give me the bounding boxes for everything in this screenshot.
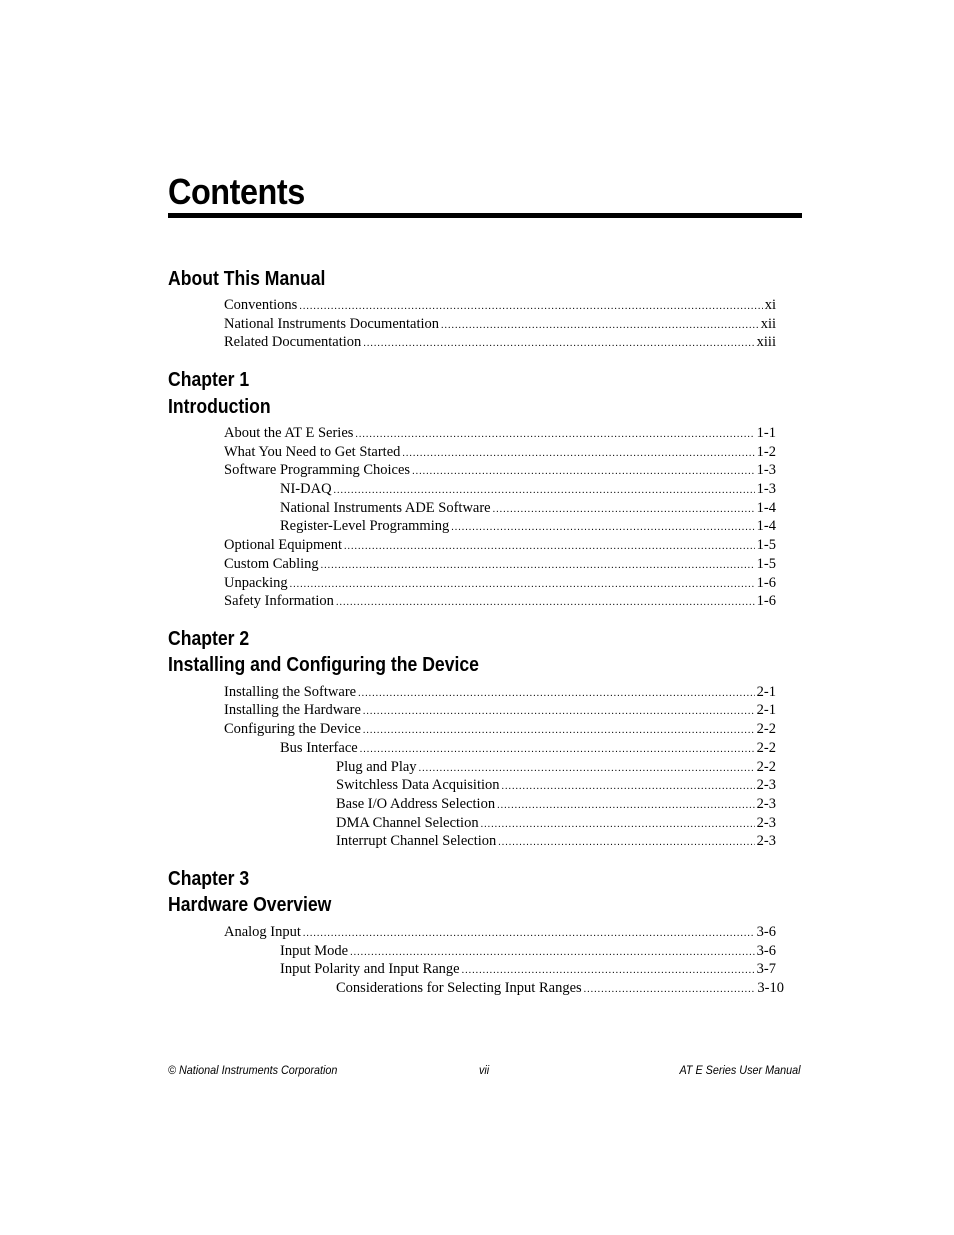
dot-leader <box>498 834 754 852</box>
dot-leader <box>363 722 755 740</box>
toc-entry-page: 1-1 <box>756 425 776 441</box>
toc-entry-about-at-e-series[interactable] <box>224 424 776 444</box>
dot-leader <box>299 298 762 316</box>
chapter-3-heading: Hardware Overview <box>168 894 332 916</box>
chapter-2-label: Chapter 2 <box>168 628 250 650</box>
toc-entry-what-you-need[interactable] <box>224 443 776 463</box>
toc-entry-page: 1-6 <box>756 575 776 591</box>
dot-leader <box>412 463 755 481</box>
toc-entry-page: 3-7 <box>756 961 776 977</box>
dot-leader <box>584 981 756 999</box>
dot-leader <box>451 519 754 537</box>
toc-entry-custom-cabling[interactable] <box>224 555 776 575</box>
dot-leader <box>355 426 754 444</box>
toc-entry-page: 2-2 <box>756 721 776 737</box>
toc-entry-page: 3-10 <box>757 980 784 996</box>
toc-entry-optional-equipment[interactable] <box>224 536 776 556</box>
section-heading-about: About This Manual <box>168 268 326 290</box>
toc-entry-label: Plug and Play <box>336 759 417 775</box>
toc-entry-dma-channel-selection[interactable] <box>336 814 776 834</box>
toc-entry-page: 1-3 <box>756 481 776 497</box>
toc-entry-analog-input[interactable] <box>224 923 776 943</box>
toc-entry-input-polarity-and-range[interactable] <box>280 960 776 980</box>
toc-entry-page: 2-3 <box>756 815 776 831</box>
toc-entry-related-documentation[interactable] <box>224 333 776 353</box>
toc-entry-page: 2-3 <box>756 777 776 793</box>
toc-entry-page: xiii <box>756 334 776 350</box>
dot-leader <box>363 703 755 721</box>
toc-entry-configuring-device[interactable] <box>224 720 776 740</box>
toc-entry-page: 1-4 <box>756 518 776 534</box>
footer-page-number: vii <box>479 1063 490 1077</box>
toc-entry-page: 2-3 <box>756 796 776 812</box>
chapter-1-label: Chapter 1 <box>168 369 250 391</box>
toc-entry-label: Software Programming Choices <box>224 462 411 478</box>
dot-leader <box>334 482 755 500</box>
toc-entry-label: Input Mode <box>280 943 349 959</box>
toc-entry-label: Unpacking <box>224 575 288 591</box>
toc-entry-safety-information[interactable] <box>224 592 776 612</box>
dot-leader <box>303 925 755 943</box>
dot-leader <box>344 538 755 556</box>
toc-entry-label: What You Need to Get Started <box>224 444 401 460</box>
toc-entry-label: National Instruments Documentation <box>224 316 440 332</box>
toc-entry-label: Base I/O Address Selection <box>336 796 496 812</box>
dot-leader <box>363 335 754 353</box>
dot-leader <box>497 797 755 815</box>
toc-entry-input-mode[interactable] <box>280 942 776 962</box>
toc-entry-page: 1-5 <box>756 556 776 572</box>
chapter-3-label: Chapter 3 <box>168 868 250 890</box>
toc-entry-label: Considerations for Selecting Input Ranges <box>336 980 582 996</box>
dot-leader <box>360 741 755 759</box>
toc-entry-label: Installing the Software <box>224 684 357 700</box>
toc-entry-page: 3-6 <box>756 924 776 940</box>
toc-entry-installing-hardware[interactable] <box>224 701 776 721</box>
toc-entry-ni-documentation[interactable] <box>224 315 776 335</box>
toc-entry-label: DMA Channel Selection <box>336 815 479 831</box>
toc-entry-switchless-data-acquisition[interactable] <box>336 776 776 796</box>
toc-entry-unpacking[interactable] <box>224 574 776 594</box>
dot-leader <box>321 557 755 575</box>
toc-entry-label: Conventions <box>224 297 298 313</box>
toc-entry-software-programming-choices[interactable] <box>224 461 776 481</box>
toc-entry-installing-software[interactable] <box>224 683 776 703</box>
toc-entry-label: NI-DAQ <box>280 481 332 497</box>
toc-entry-page: 2-2 <box>756 759 776 775</box>
page-title: Contents <box>168 171 305 212</box>
toc-entry-label: About the AT E Series <box>224 425 354 441</box>
toc-entry-label: Safety Information <box>224 593 334 609</box>
toc-entry-label: Related Documentation <box>224 334 362 350</box>
toc-entry-label: Configuring the Device <box>224 721 361 737</box>
toc-entry-label: Register-Level Programming <box>280 518 450 534</box>
toc-entry-page: xii <box>760 316 776 332</box>
toc-entry-page: 2-1 <box>756 684 776 700</box>
toc-entry-label: Interrupt Channel Selection <box>336 833 497 849</box>
toc-entry-label: Input Polarity and Input Range <box>280 961 460 977</box>
toc-entry-interrupt-channel-selection[interactable] <box>336 832 776 852</box>
dot-leader <box>336 594 755 612</box>
toc-entry-considerations-input-ranges[interactable] <box>336 979 784 999</box>
toc-entry-label: National Instruments ADE Software <box>280 500 491 516</box>
toc-entry-page: 3-6 <box>756 943 776 959</box>
footer-copyright: © National Instruments Corporation <box>168 1063 338 1077</box>
toc-entry-plug-and-play[interactable] <box>336 758 776 778</box>
toc-entry-page: 1-5 <box>756 537 776 553</box>
toc-entry-register-level-programming[interactable] <box>280 517 776 537</box>
toc-entry-label: Analog Input <box>224 924 301 940</box>
toc-entry-page: 2-3 <box>756 833 776 849</box>
toc-entry-page: xi <box>764 297 776 313</box>
toc-entry-conventions[interactable] <box>224 296 776 316</box>
toc-entry-page: 1-2 <box>756 444 776 460</box>
toc-entry-base-io-address-selection[interactable] <box>336 795 776 815</box>
toc-entry-page: 1-3 <box>756 462 776 478</box>
toc-entry-label: Installing the Hardware <box>224 702 361 718</box>
chapter-2-heading: Installing and Configuring the Device <box>168 654 479 676</box>
toc-entry-page: 1-4 <box>756 500 776 516</box>
toc-entry-page: 2-2 <box>756 740 776 756</box>
toc-entry-page: 2-1 <box>756 702 776 718</box>
toc-entry-label: Custom Cabling <box>224 556 319 572</box>
toc-entry-bus-interface[interactable] <box>280 739 776 759</box>
toc-entry-label: Bus Interface <box>280 740 358 756</box>
title-rule <box>168 213 802 218</box>
chapter-1-heading: Introduction <box>168 396 271 418</box>
toc-entry-ni-ade-software[interactable] <box>280 499 776 519</box>
dot-leader <box>462 962 755 980</box>
dot-leader <box>502 778 755 796</box>
toc-entry-page: 1-6 <box>756 593 776 609</box>
toc-entry-label: Switchless Data Acquisition <box>336 777 500 793</box>
footer-manual-title: AT E Series User Manual <box>678 1063 800 1077</box>
toc-entry-label: Optional Equipment <box>224 537 342 553</box>
toc-entry-ni-daq[interactable] <box>280 480 776 500</box>
